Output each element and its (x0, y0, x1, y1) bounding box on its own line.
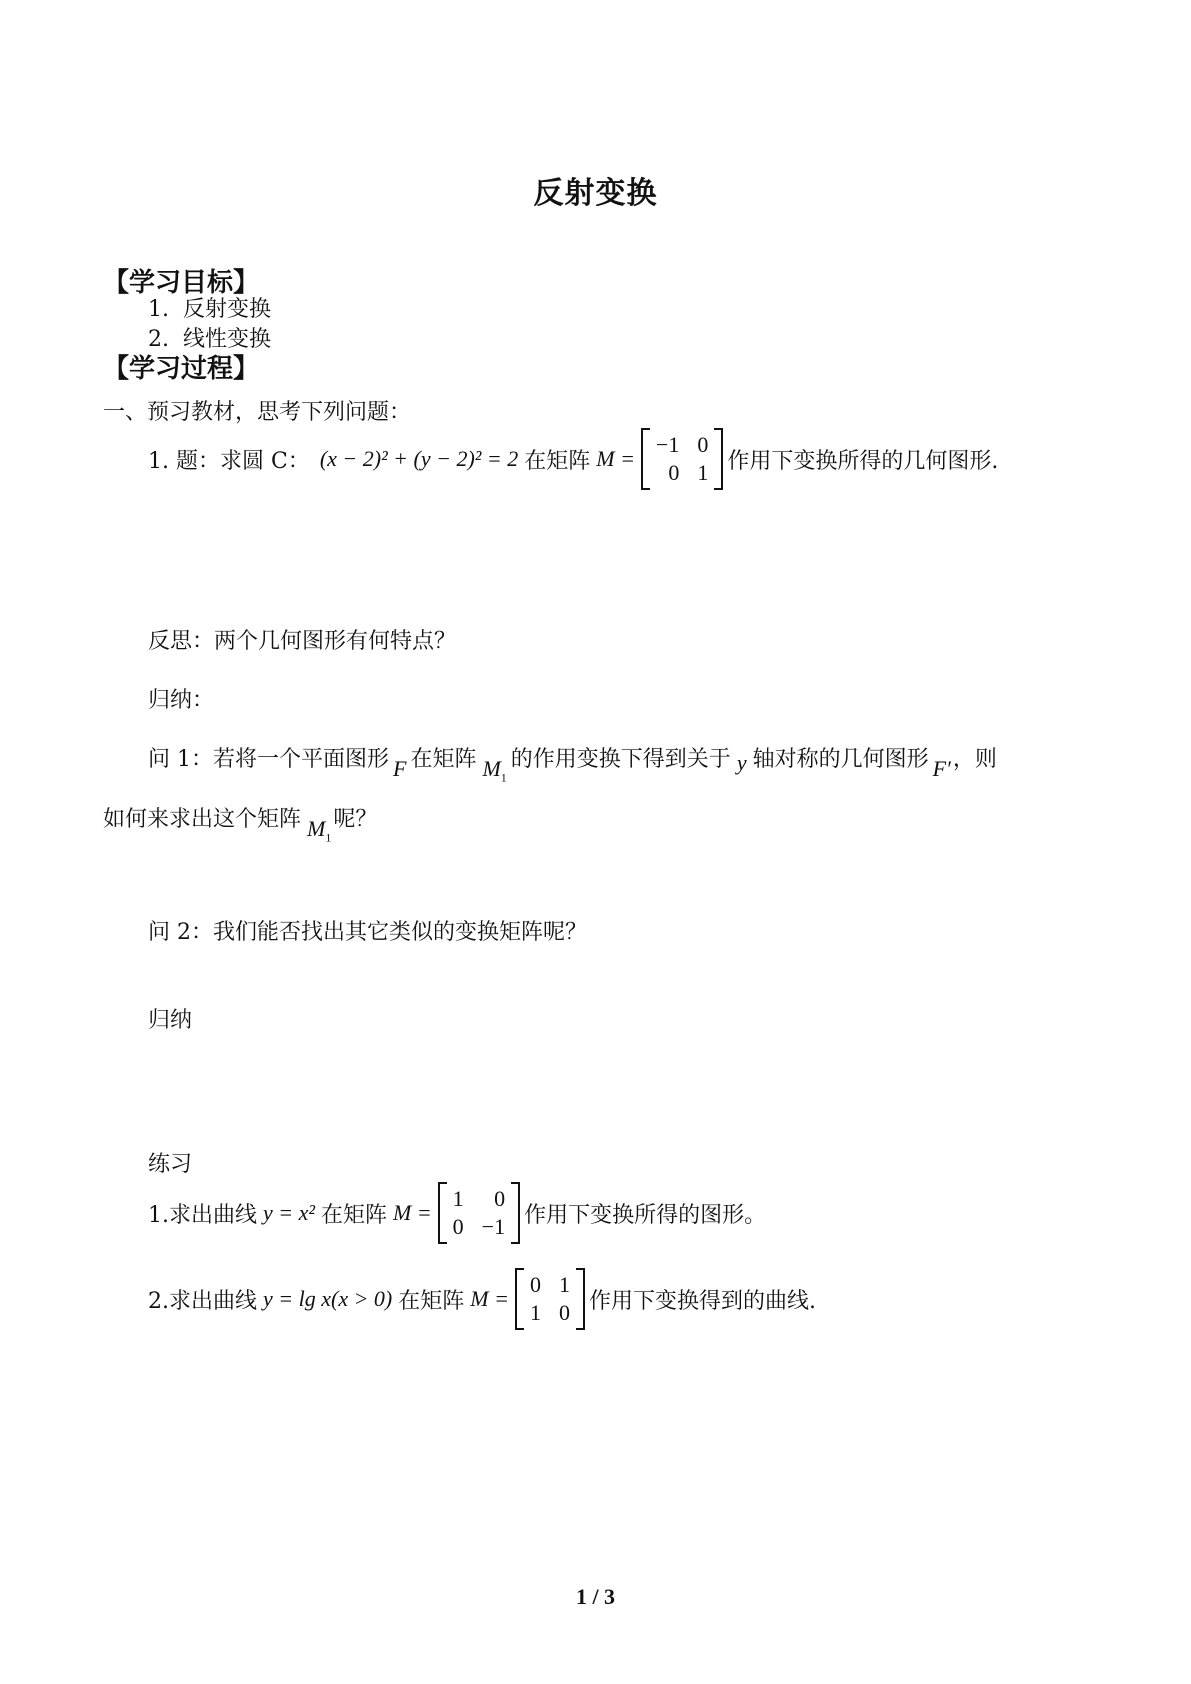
q1-prefix: 1. 题：求圆 C： (148, 448, 310, 474)
ex1-matrix-label: M = (393, 1200, 432, 1225)
matrix-right-bracket (576, 1268, 585, 1330)
question-1 (148, 428, 998, 490)
goal-number: 1. (148, 297, 169, 322)
matrix-cell: 0 (529, 1272, 541, 1297)
exercise-2 (148, 1268, 816, 1330)
matrix-left-bracket (438, 1182, 447, 1244)
ask1-M1b: $M_1$ (307, 816, 332, 845)
ask1-part4: 轴对称的几何图形 (752, 747, 929, 772)
process-heading: 【学习过程】 (103, 354, 260, 384)
practice-heading: 练习 (148, 1152, 193, 1177)
goal-item-1 (148, 292, 271, 323)
ask1-part1: 问 1：若将一个平面图形 (148, 747, 389, 772)
ask1-line2a: 如何来求出这个矩阵 (103, 807, 302, 832)
matrix-cell: 0 (558, 1300, 570, 1325)
goal-text: 反射变换 (183, 297, 272, 322)
matrix-cell: −1 (655, 432, 680, 457)
ask-1-line-2 (103, 802, 377, 845)
ask1-part5: ，则 (952, 747, 997, 772)
ex2-suffix: 作用下变换得到的曲线. (588, 1288, 816, 1314)
ex1-curve: y = x² (263, 1200, 315, 1225)
ask-2: 问 2：我们能否找出其它类似的变换矩阵呢？ (148, 920, 587, 945)
matrix-cell: 1 (697, 460, 709, 485)
matrix-cell: 0 (668, 460, 680, 485)
matrix-cell: 0 (494, 1186, 506, 1211)
goal-number: 2. (148, 327, 169, 352)
ask1-part2: 在矩阵 (410, 747, 477, 772)
matrix-left-bracket (641, 428, 650, 490)
process-intro: 一、预习教材，思考下列问题： (103, 400, 412, 425)
matrix-left-bracket (515, 1268, 524, 1330)
summary-1: 归纳： (148, 688, 215, 713)
ex2-matrix (515, 1268, 585, 1330)
matrix-cell: −1 (481, 1214, 506, 1239)
ex2-prefix: 2.求出曲线 (148, 1288, 257, 1314)
matrix-cell: 1 (558, 1272, 570, 1297)
ex1-prefix: 1.求出曲线 (148, 1202, 257, 1228)
ex1-suffix: 作用下变换所得的图形。 (524, 1202, 767, 1228)
ask1-y: y (736, 750, 747, 775)
ask1-M1: $M_1$ (482, 756, 507, 785)
ask1-F-prime: F′ (932, 756, 951, 781)
q1-matrix (641, 428, 723, 490)
ask-1-line-1 (148, 742, 997, 785)
ex1-matrix (438, 1182, 520, 1244)
summary-2: 归纳 (148, 1008, 193, 1033)
matrix-right-bracket (714, 428, 723, 490)
q1-matrix-label: M = (596, 446, 635, 471)
goals-heading: 【学习目标】 (103, 268, 260, 298)
page-title: 反射变换 (533, 176, 658, 211)
ex1-mid: 在矩阵 (320, 1202, 387, 1228)
goal-text: 线性变换 (183, 327, 272, 352)
matrix-right-bracket (511, 1182, 520, 1244)
q1-equation: (x − 2)² + (y − 2)² = 2 (319, 446, 519, 471)
reflection-text: 反思：两个几何图形有何特点？ (148, 629, 457, 654)
exercise-1 (148, 1182, 766, 1244)
ask1-part3: 的作用变换下得到关于 (510, 747, 731, 772)
matrix-cell: 0 (452, 1214, 464, 1239)
ask1-F: F (393, 756, 407, 781)
q1-mid: 在矩阵 (524, 448, 591, 474)
ex2-curve: y = lg x(x > 0) (263, 1286, 393, 1311)
ask1-line2b: 呢？ (333, 807, 378, 832)
q1-suffix: 作用下变换所得的几何图形. (727, 448, 999, 474)
matrix-cell: 1 (529, 1300, 541, 1325)
matrix-cell: 1 (452, 1186, 464, 1211)
ex2-mid: 在矩阵 (398, 1288, 465, 1314)
matrix-cell: 0 (697, 432, 709, 457)
ex2-matrix-label: M = (470, 1286, 509, 1311)
page-number: 1 / 3 (575, 1584, 616, 1609)
